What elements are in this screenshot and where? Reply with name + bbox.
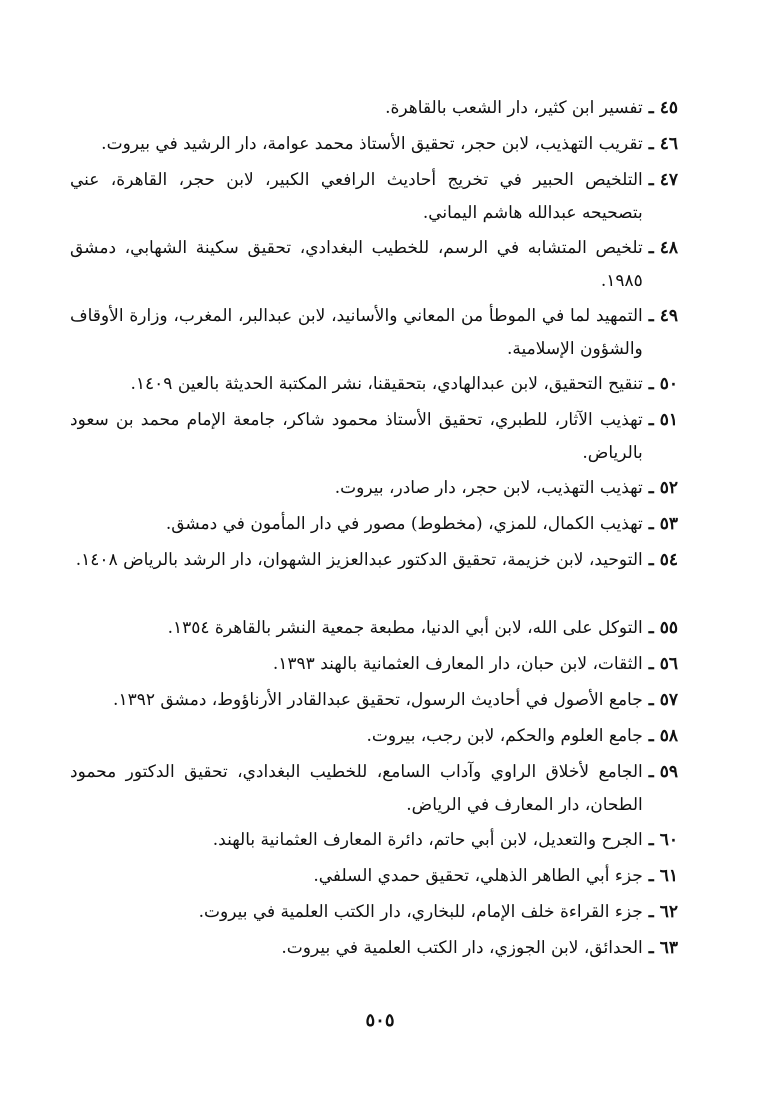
entry-text: تلخيص المتشابه في الرسم، للخطيب البغدادي، تحقيق سكينة الشهابي، دمشق ١٩٨٥. [70, 238, 643, 291]
bibliography-entry [70, 508, 678, 544]
entry-text: تفسير ابن كثير، دار الشعب بالقاهرة. [385, 98, 643, 118]
entry-text: جامع العلوم والحكم، لابن رجب، بيروت. [366, 726, 643, 746]
entry-number: ٥٩ [659, 762, 678, 782]
entry-text: الثقات، لابن حبان، دار المعارف العثمانية بالهند ١٣٩٣. [272, 654, 643, 674]
entry-number: ٦٢ [659, 902, 678, 922]
bibliography-entry [70, 300, 678, 368]
entry-number: ٥٧ [659, 690, 678, 710]
bibliography-entry [70, 404, 678, 472]
entry-text: تهذيب الكمال، للمزي، (مخطوط) مصور في دار المأمون في دمشق. [165, 514, 643, 534]
entry-dash: ـ [648, 550, 654, 570]
entry-dash: ـ [648, 830, 654, 850]
bibliography-entry [70, 472, 678, 508]
entry-number: ٤٧ [659, 170, 678, 190]
entry-dash: ـ [648, 238, 654, 258]
entry-dash: ـ [648, 866, 654, 886]
entry-text: تهذيب الآثار، للطبري، تحقيق الأستاذ محمود شاكر، جامعة الإمام محمد بن سعود بالرياض. [70, 410, 643, 463]
bibliography-entry [70, 896, 678, 932]
bibliography-entry [70, 368, 678, 404]
entry-text: تنقيح التحقيق، لابن عبدالهادي، بتحقيقنا، نشر المكتبة الحديثة بالعين ١٤٠٩. [130, 374, 643, 394]
entry-dash: ـ [648, 726, 654, 746]
entry-number: ٦٣ [659, 938, 678, 958]
entry-dash: ـ [648, 374, 654, 394]
entry-dash: ـ [648, 170, 654, 190]
bibliography-entry [70, 684, 678, 720]
entry-number: ٥٥ [659, 618, 678, 638]
bibliography-entry [70, 128, 678, 164]
entry-dash: ـ [648, 134, 654, 154]
entry-text: جزء القراءة خلف الإمام، للبخاري، دار الكتب العلمية في بيروت. [198, 902, 643, 922]
entry-text: الحدائق، لابن الجوزي، دار الكتب العلمية في بيروت. [281, 938, 643, 958]
bibliography-entry [70, 232, 678, 300]
page-number: ٥٠٥ [365, 1010, 395, 1031]
entry-number: ٤٩ [659, 306, 678, 326]
bibliography-entry [70, 756, 678, 824]
bibliography-entry [70, 824, 678, 860]
entry-number: ٦٠ [659, 830, 678, 850]
entry-number: ٥٤ [659, 550, 678, 570]
entry-number: ٥١ [659, 410, 678, 430]
entry-text: تهذيب التهذيب، لابن حجر، دار صادر، بيروت. [334, 478, 643, 498]
entry-dash: ـ [648, 410, 654, 430]
bibliography-entry [70, 164, 678, 232]
entry-dash: ـ [648, 762, 654, 782]
entry-text: جامع الأصول في أحاديث الرسول، تحقيق عبدالقادر الأرناؤوط، دمشق ١٣٩٢. [113, 690, 643, 710]
entry-dash: ـ [648, 690, 654, 710]
entry-dash: ـ [648, 938, 654, 958]
bibliography-list [70, 92, 678, 968]
entry-text: تقريب التهذيب، لابن حجر، تحقيق الأستاذ محمد عوامة، دار الرشيد في بيروت. [101, 134, 643, 154]
entry-dash: ـ [648, 618, 654, 638]
entry-number: ٤٨ [659, 238, 678, 258]
entry-text: التوكل على الله، لابن أبي الدنيا، مطبعة جمعية النشر بالقاهرة ١٣٥٤. [167, 618, 643, 638]
bibliography-entry [70, 648, 678, 684]
entry-number: ٥٨ [659, 726, 678, 746]
entry-dash: ـ [648, 306, 654, 326]
bibliography-entry [70, 720, 678, 756]
entry-number: ٥٣ [659, 514, 678, 534]
entry-dash: ـ [648, 98, 654, 118]
bibliography-entry [70, 544, 678, 612]
entry-text: الجامع لأخلاق الراوي وآداب السامع، للخطيب البغدادي، تحقيق الدكتور محمود الطحان، دار المعارف في الرياض. [70, 762, 643, 815]
entry-number: ٥٠ [659, 374, 678, 394]
entry-text: جزء أبي الطاهر الذهلي، تحقيق حمدي السلفي. [313, 866, 643, 886]
entry-dash: ـ [648, 478, 654, 498]
bibliography-entry [70, 92, 678, 128]
entry-dash: ـ [648, 654, 654, 674]
entry-text: التلخيص الحبير في تخريج أحاديث الرافعي الكبير، لابن حجر، القاهرة، عني بتصحيحه عبدالله هاشم اليماني. [70, 170, 643, 223]
entry-number: ٦١ [659, 866, 678, 886]
bibliography-entry [70, 932, 678, 968]
entry-number: ٤٥ [659, 98, 678, 118]
entry-number: ٥٢ [659, 478, 678, 498]
entry-dash: ـ [648, 514, 654, 534]
entry-dash: ـ [648, 902, 654, 922]
entry-text: التمهيد لما في الموطأ من المعاني والأسانيد، لابن عبدالبر، المغرب، وزارة الأوقاف والشؤون الإسلامية. [70, 306, 643, 359]
entry-number: ٤٦ [659, 134, 678, 154]
bibliography-entry [70, 612, 678, 648]
entry-number: ٥٦ [659, 654, 678, 674]
bibliography-entry [70, 860, 678, 896]
entry-text: التوحيد، لابن خزيمة، تحقيق الدكتور عبدالعزيز الشهوان، دار الرشد بالرياض ١٤٠٨. [75, 550, 643, 570]
entry-text: الجرح والتعديل، لابن أبي حاتم، دائرة المعارف العثمانية بالهند. [212, 830, 643, 850]
